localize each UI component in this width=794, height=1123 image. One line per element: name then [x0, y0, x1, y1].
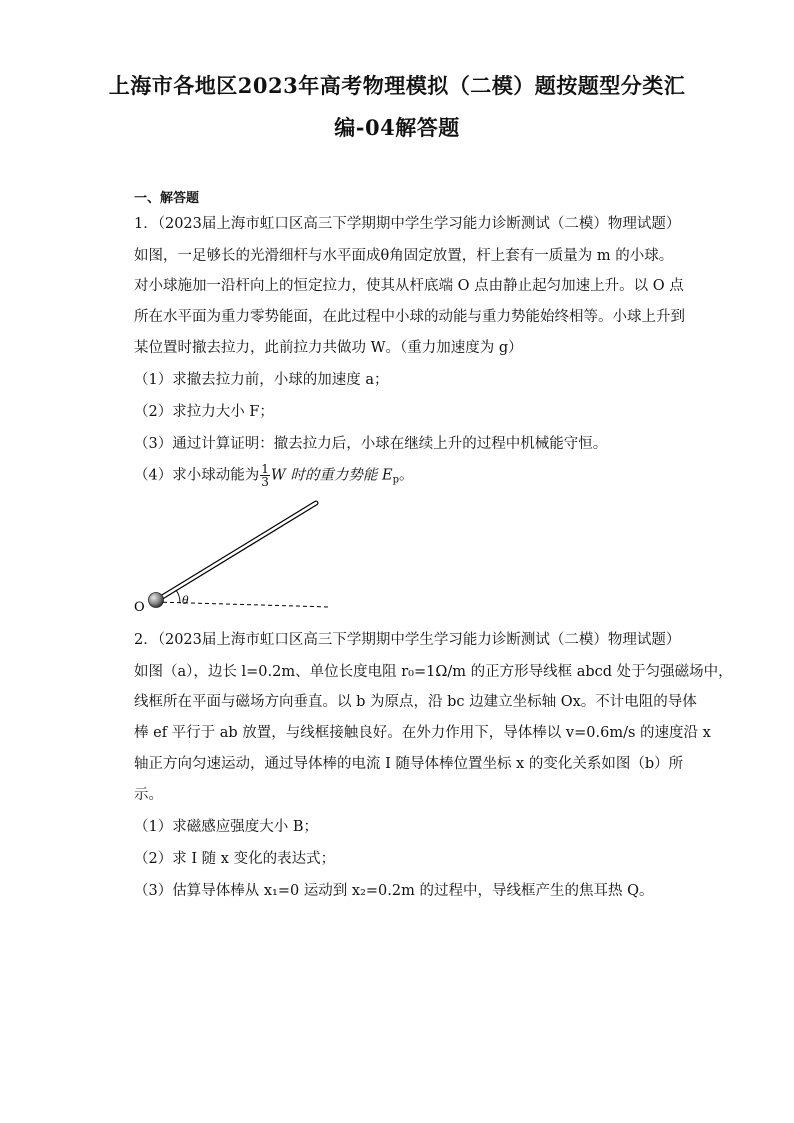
q1-sub4-pre: （4）求小球动能为 — [134, 467, 260, 484]
q2-line4: 轴正方向匀速运动，通过导体棒的电流 I 随导体棒位置坐标 x 的变化关系如图（b）所 — [134, 756, 684, 772]
q1-line4: 某位置时撤去拉力，此前拉力共做功 W。（重力加速度为 g） — [134, 340, 523, 356]
q2-line1: 如图（a），边长 l=0.2m、单位长度电阻 r₀=1Ω/m 的正方形导线框 abcd 处于匀强磁场中， — [134, 664, 733, 680]
fraction-one-third — [260, 463, 270, 488]
q1-sub4-post: W 时的重力势能 E — [270, 467, 393, 484]
label-o: O — [134, 600, 145, 615]
ball — [149, 593, 164, 608]
q1-line1: 如图，一足够长的光滑细杆与水平面成θ角固定放置，杆上套有一质量为 m 的小球。 — [134, 248, 674, 264]
q2-line3: 棒 ef 平行于 ab 放置，与线框接触良好。在外力作用下，导体棒以 v=0.6m/s 的速度沿 x — [134, 725, 711, 741]
q1-sub4 — [134, 463, 414, 488]
q1-header: 1．（2023届上海市虹口区高三下学期期中学生学习能力诊断测试（二模）物理试题） — [134, 216, 681, 232]
q1-sub1: （1）求撤去拉力前，小球的加速度 a； — [134, 372, 389, 388]
theta-arc — [176, 590, 180, 603]
q2-line2: 线框所在平面与磁场方向垂直。以 b 为原点，沿 bc 边建立坐标轴 Ox。不计电阻的导体 — [134, 694, 697, 710]
q2-sub3: （3）估算导体棒从 x₁=0 运动到 x₂=0.2m 的过程中，导线框产生的焦耳热 Q。 — [134, 883, 654, 899]
rod-figure — [130, 495, 340, 617]
fraction-denominator: 3 — [261, 475, 269, 489]
fraction-numerator: 1 — [261, 462, 269, 476]
q2-line5: 示。 — [134, 787, 163, 803]
q1-sub4-end: 。 — [399, 467, 414, 484]
label-theta: θ — [182, 594, 189, 607]
q1-sub4-subscript: p — [392, 474, 399, 486]
rod-inner — [154, 503, 316, 602]
q2-sub1: （1）求磁感应强度大小 B； — [134, 819, 318, 835]
document-title-line1: 上海市各地区2023年高考物理模拟（二模）题按题型分类汇 — [108, 73, 686, 98]
document-title-line2: 编-04解答题 — [334, 115, 460, 140]
q2-header: 2．（2023届上海市虹口区高三下学期期中学生学习能力诊断测试（二模）物理试题） — [134, 632, 681, 648]
q1-sub2: （2）求拉力大小 F； — [134, 404, 274, 420]
q1-sub3: （3）通过计算证明：撤去拉力后，小球在继续上升的过程中机械能守恒。 — [134, 436, 608, 452]
q1-line2: 对小球施加一沿杆向上的恒定拉力，使其从杆底端 O 点由静止起匀加速上升。以 O 点 — [134, 278, 684, 294]
q1-line3: 所在水平面为重力零势能面，在此过程中小球的动能与重力势能始终相等。小球上升到 — [134, 309, 685, 325]
section-heading: 一、解答题 — [134, 191, 200, 206]
q2-sub2: （2）求 I 随 x 变化的表达式； — [134, 851, 336, 867]
